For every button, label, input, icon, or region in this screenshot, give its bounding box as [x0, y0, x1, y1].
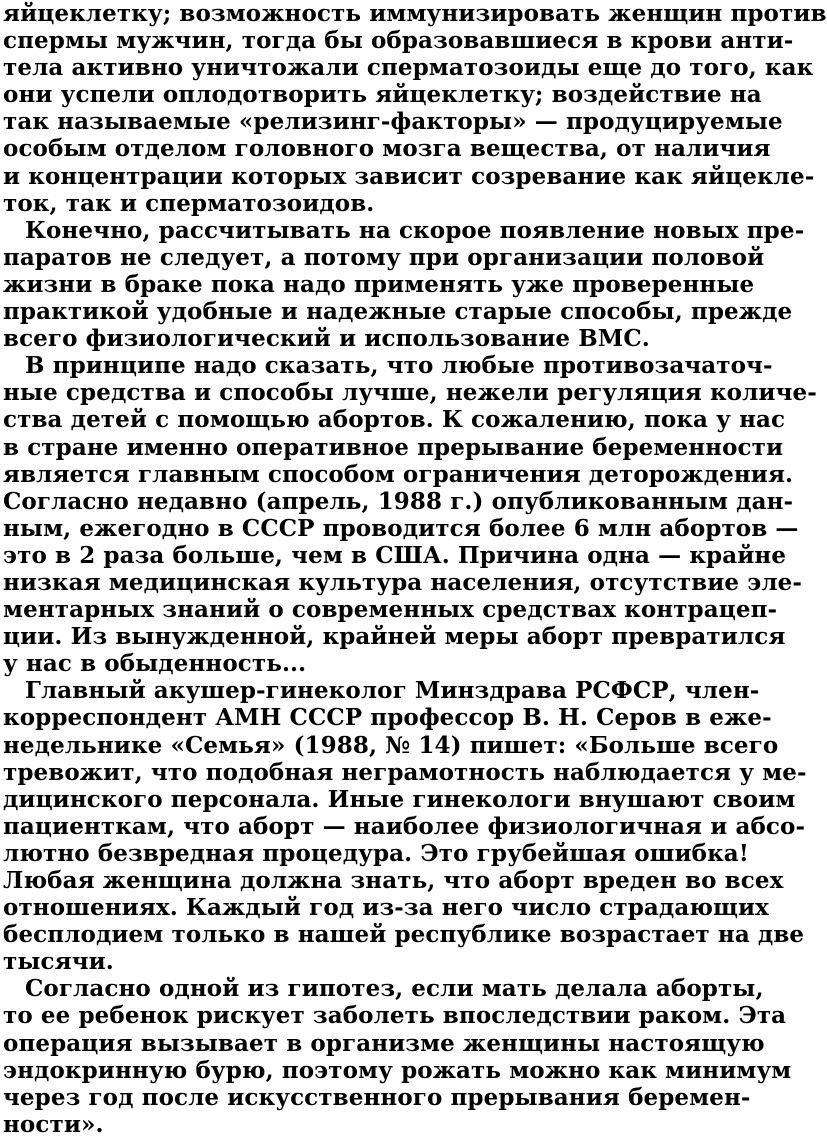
text-line: Согласно недавно (апрель, 1988 г.) опубликованным дан-	[3, 487, 794, 515]
paragraph	[3, 0, 827, 217]
text-line: Согласно одной из гипотез, если мать делала аборты,	[25, 975, 764, 1003]
text-line: низкая медицинская культура населения, отсутствие эле-	[3, 568, 803, 596]
text-line: и концентрации которых зависит созревание как яйцекле-	[3, 162, 815, 190]
text-line: Конечно, рассчитывать на скорое появление новых пре-	[25, 216, 805, 244]
text-line: В принципе надо сказать, что любые противозачаточ-	[25, 352, 773, 380]
text-line: яйцеклетку; возможность иммунизировать женщин против	[3, 0, 827, 27]
text-line: паратов не следует, а потому при организации половой	[3, 243, 765, 271]
text-line: они успели оплодотворить яйцеклетку; воздействие на	[3, 81, 762, 109]
text-line: лютно безвредная процедура. Это грубейшая ошибка!	[3, 839, 749, 867]
text-line: практикой удобные и надежные старые способы, прежде	[3, 298, 793, 326]
text-line: жизни в браке пока надо применять уже проверенные	[3, 270, 755, 298]
text-line: бесплодием только в нашей республике возрастает на две	[3, 921, 805, 949]
text-line: ства детей с помощью абортов. К сожалению, пока у нас	[3, 406, 786, 434]
paragraph	[3, 216, 805, 353]
text-line: у нас в обыденность...	[3, 650, 307, 678]
text-line: это в 2 раза больше, чем в США. Причина одна — крайне	[3, 541, 787, 569]
text-line: ности».	[3, 1110, 104, 1138]
text-line: ным, ежегодно в СССР проводится более 6 млн абортов —	[3, 514, 799, 542]
text-line: всего физиологический и использование ВМС.	[3, 325, 650, 353]
text-line: Любая женщина должна знать, что аборт вреден во всех	[3, 867, 784, 894]
text-line: то ее ребенок рискует заболеть впоследствии раком. Эта	[3, 1002, 787, 1030]
text-line: так называемые «релизинг-факторы» — продуцируемые	[3, 108, 783, 136]
text-line: спермы мужчин, тогда бы образовавшиеся в крови анти-	[3, 27, 794, 55]
text-line: эндокринную бурю, поэтому рожать можно как минимум	[3, 1056, 792, 1084]
text-line: операция вызывает в организме женщины настоящую	[3, 1029, 765, 1057]
text-line: тела активно уничтожали сперматозоиды еще до того, как	[3, 54, 814, 82]
text-line: является главным способом ограничения деторождения.	[3, 460, 794, 488]
text-line: Главный акушер-гинеколог Минздрава РСФСР, член-	[25, 677, 760, 705]
text-line: особым отделом головного мозга вещества, от наличия	[3, 135, 771, 163]
text-line: ток, так и сперматозоидов.	[3, 189, 375, 217]
text-line: ные средства и способы лучше, нежели регуляция количе-	[3, 379, 817, 407]
text-line: ментарных знаний о современных средствах контрацеп-	[3, 596, 778, 624]
text-line: тысячи.	[3, 948, 114, 976]
text-line: корреспондент АМН СССР профессор В. Н. Серов в еже-	[3, 704, 772, 732]
text-line: ции. Из вынужденной, крайней меры аборт превратился	[3, 623, 786, 651]
text-line: через год после искусственного прерывания беремен-	[3, 1083, 751, 1111]
text-line: тревожит, что подобная неграмотность наблюдается у ме-	[3, 758, 807, 786]
text-line: отношениях. Каждый год из-за него число страдающих	[3, 894, 769, 922]
text-line: недельнике «Семья» (1988, № 14) пишет: «Больше всего	[3, 731, 779, 759]
text-line: дицинского персонала. Иные гинекологи внушают своим	[3, 785, 796, 813]
paragraph	[3, 975, 792, 1138]
text-line: в стране именно оперативное прерывание беременности	[3, 433, 784, 461]
paragraph	[3, 352, 817, 678]
text-line: пациенткам, что аборт — наиболее физиологичная и абсо-	[3, 812, 806, 840]
paragraph	[3, 677, 807, 976]
